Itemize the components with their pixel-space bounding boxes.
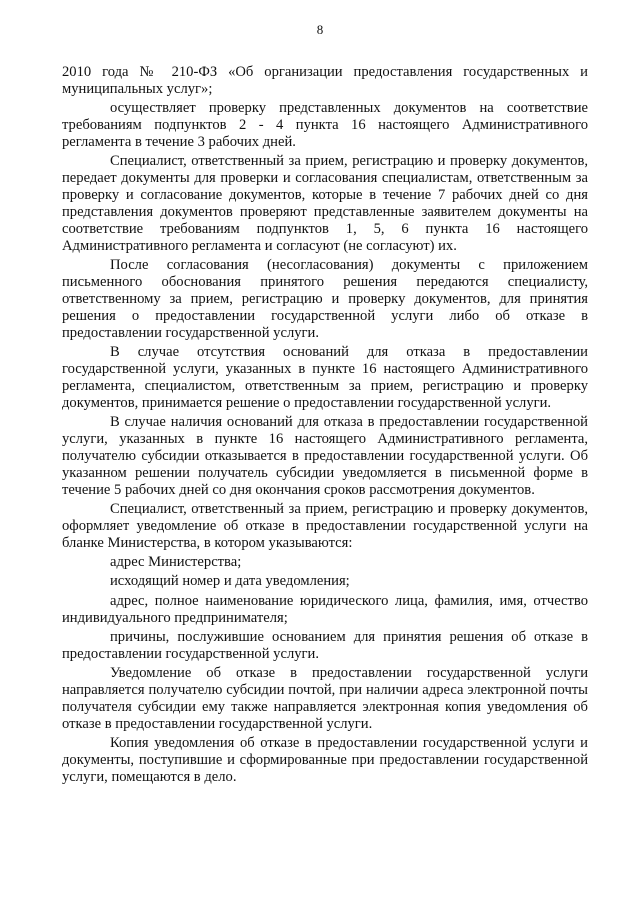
document-body (62, 64, 588, 788)
list-item: адрес, полное наименование юридического лица, фамилия, имя, отчество индивидуального предпринимателя; (62, 592, 588, 626)
paragraph: В случае наличия оснований для отказа в предоставлении государственной услуги, указанных в пункте 16 настоящего Административного регламента, получателю субсидии отказывается в предоставлении государственной услуги. Об указанном решении получатель субсидии уведомляется в письменной форме в течение 5 рабочих дней со дня окончания сроков рассмотрения документов. (62, 414, 588, 498)
paragraph: Специалист, ответственный за прием, регистрацию и проверку документов, оформляет уведомление об отказе в предоставлении государственной услуги на бланке Министерства, в котором указываются: (62, 501, 588, 551)
list-item: причины, послужившие основанием для принятия решения об отказе в предоставлении государственной услуги. (62, 628, 588, 662)
list-item: исходящий номер и дата уведомления; (110, 573, 350, 590)
paragraph: Специалист, ответственный за прием, регистрацию и проверку документов, передает документы для проверки и согласования специалистам, ответственным за проверку и согласование документов, которые в течение 7 рабочих дней со дня представления документов проверяют представленные заявителем документы на соответствие требованиям подпунктов 1, 5, 6 пункта 16 настоящего Административного регламента и согласуют (не согласуют) их. (62, 153, 588, 254)
paragraph: В случае отсутствия оснований для отказа в предоставлении государственной услуги, указанных в пункте 16 настоящего Административного регламента, специалистом, ответственным за прием, регистрацию и проверку документов, принимается решение о предоставлении государственной услуги. (62, 344, 588, 411)
paragraph: осуществляет проверку представленных документов на соответствие требованиям подпунктов 2 - 4 пункта 16 настоящего Административного регламента в течение 3 рабочих дней. (62, 100, 588, 151)
list-item: адрес Министерства; (110, 554, 242, 571)
page-number: 8 (316, 22, 324, 37)
paragraph: После согласования (несогласования) документы с приложением письменного обоснования принятого решения передаются специалисту, ответственному за прием, регистрацию и проверку документов, для принятия решения о предоставлении государственной услуги либо об отказе в предоставлении государственной услуги. (62, 257, 588, 341)
paragraph: 2010 года № 210-ФЗ «Об организации предоставления государственных и муниципальных услуг»; (62, 64, 588, 97)
paragraph: Уведомление об отказе в предоставлении государственной услуги направляется получателю субсидии почтой, при наличии адреса электронной почты получателя субсидии ему также направляется электронная копия уведомления об отказе в предоставлении государственной услуги. (62, 665, 588, 732)
paragraph: Копия уведомления об отказе в предоставлении государственной услуги и документы, поступившие и сформированные при предоставлении государственной услуги, помещаются в дело. (62, 735, 588, 785)
